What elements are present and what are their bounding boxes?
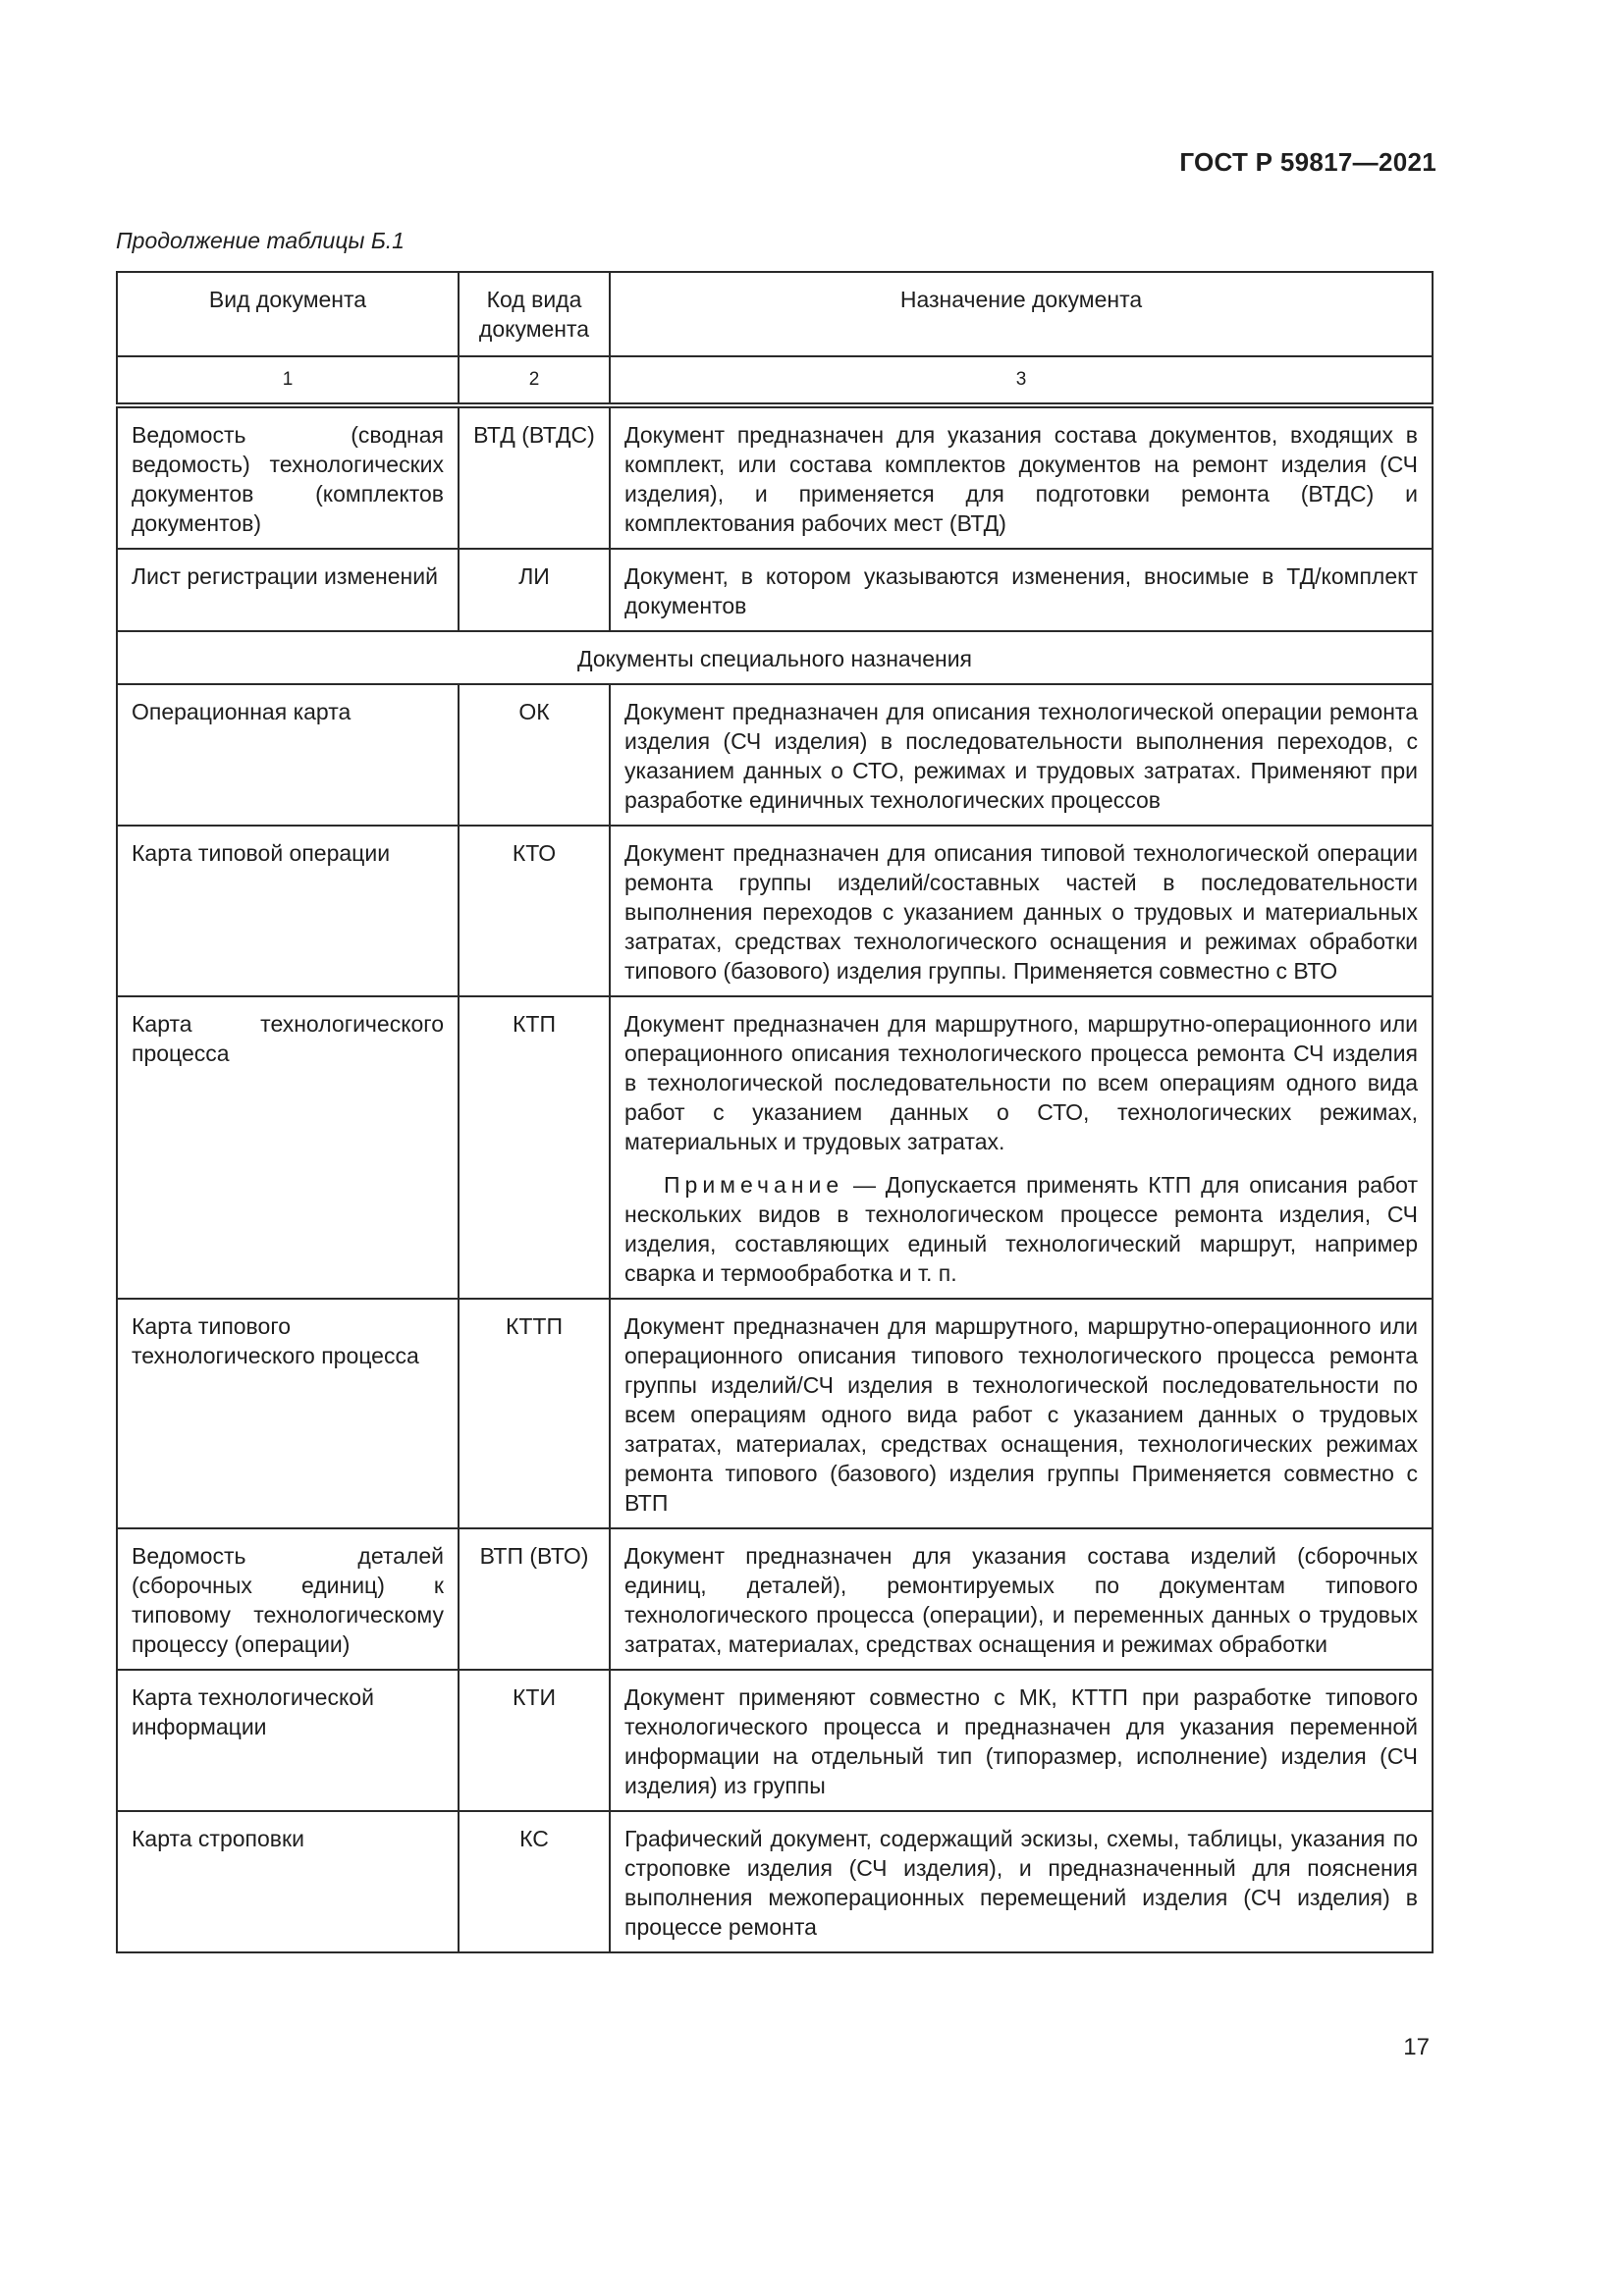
document-type-cell: Карта технологического процесса	[117, 996, 459, 1299]
document-purpose-cell: Документ, в котором указываются изменения, вносимые в ТД/комплект документов	[610, 549, 1433, 631]
section-row	[117, 631, 1433, 684]
document-types-table	[116, 271, 1434, 1953]
document-purpose-cell: Документ применяют совместно с МК, КТТП при разработке типового технологического процесса и предназначен для указания переменной информации на отдельный тип (типоразмер, исполнение) изделия (СЧ изделия) из группы	[610, 1670, 1433, 1811]
document-type-cell: Карта типового технологического процесса	[117, 1299, 459, 1528]
table-row	[117, 1528, 1433, 1670]
table-row	[117, 826, 1433, 996]
table-row	[117, 1811, 1433, 1952]
document-purpose-cell: Документ предназначен для маршрутного, маршрутно-операционного или операционного описания типового технологического процесса ремонта группы изделий/СЧ изделия в технологической последовательности по всем операциям одного вида работ с указанием данных о трудовых затратах, материалах, средствах оснащения, технологических режимах ремонта типового (базового) изделия группы Применяется совместно с ВТП	[610, 1299, 1433, 1528]
document-type-cell: Ведомость (сводная ведомость) технологических документов (комплектов документов)	[117, 405, 459, 549]
column-number: 3	[610, 356, 1433, 405]
table-row	[117, 1299, 1433, 1528]
document-code-cell: ВТД (ВТДС)	[459, 405, 610, 549]
note	[624, 1170, 1418, 1288]
document-type-cell: Карта строповки	[117, 1811, 459, 1952]
document-purpose-cell: Документ предназначен для описания технологической операции ремонта изделия (СЧ изделия) в последовательности выполнения переходов, с указанием данных о СТО, режимах и трудовых затратах. Применяют при разработке единичных технологических процессов	[610, 684, 1433, 826]
document-type-cell: Операционная карта	[117, 684, 459, 826]
table-row	[117, 1670, 1433, 1811]
column-number: 1	[117, 356, 459, 405]
document-code-cell: КТО	[459, 826, 610, 996]
table-continuation-caption: Продолжение таблицы Б.1	[116, 228, 405, 253]
document-type-cell: Карта технологической информации	[117, 1670, 459, 1811]
document-code-cell: КТИ	[459, 1670, 610, 1811]
document-purpose-cell	[610, 996, 1433, 1299]
note-text: — Допускается применять КТП для описания работ нескольких видов в технологическом процессе ремонта изделия, СЧ изделия, составляющих единый технологический маршрут, например сварка и термообработка и т. п.	[624, 1172, 1418, 1286]
document-code-cell: КТП	[459, 996, 610, 1299]
table-row	[117, 405, 1433, 549]
purpose-text: Документ предназначен для маршрутного, маршрутно-операционного или операционного описания технологического процесса ремонта СЧ изделия в технологической последовательности по всем операциям одного вида работ с указанием данных о СТО, технологических режимах, материальных и трудовых затратах.	[624, 1011, 1418, 1154]
document-purpose-cell: Графический документ, содержащий эскизы, схемы, таблицы, указания по строповке изделия (СЧ изделия), и предназначенный для пояснения выполнения межоперационных перемещений изделия (СЧ изделия) в процессе ремонта	[610, 1811, 1433, 1952]
column-header-code: Код вида документа	[459, 272, 610, 356]
table-row	[117, 684, 1433, 826]
table-row	[117, 549, 1433, 631]
document-purpose-cell: Документ предназначен для указания состава документов, входящих в комплект, или состава комплектов документов на ремонт изделия (СЧ изделия), и применяется для подготовки ремонта (ВТДС) и комплектования рабочих мест (ВТД)	[610, 405, 1433, 549]
document-code-cell: ВТП (ВТО)	[459, 1528, 610, 1670]
standard-designation: ГОСТ Р 59817—2021	[1179, 147, 1436, 177]
document-type-cell: Ведомость деталей (сборочных единиц) к типовому технологическому процессу (операции)	[117, 1528, 459, 1670]
document-code-cell: ОК	[459, 684, 610, 826]
document-type-cell: Лист регистрации изменений	[117, 549, 459, 631]
document-code-cell: КС	[459, 1811, 610, 1952]
document-code-cell: ЛИ	[459, 549, 610, 631]
column-number: 2	[459, 356, 610, 405]
note-label: Примечание	[664, 1172, 844, 1198]
column-header-type: Вид документа	[117, 272, 459, 356]
page-number: 17	[1403, 2034, 1430, 2060]
column-header-purpose: Назначение документа	[610, 272, 1433, 356]
section-heading: Документы специального назначения	[117, 631, 1433, 684]
document-code-cell: КТТП	[459, 1299, 610, 1528]
document-purpose-cell: Документ предназначен для описания типовой технологической операции ремонта группы изделий/составных частей в последовательности выполнения переходов с указанием данных о трудовых и материальных затратах, средствах технологического оснащения и режимах обработки типового (базового) изделия группы. Применяется совместно с ВТО	[610, 826, 1433, 996]
document-purpose-cell: Документ предназначен для указания состава изделий (сборочных единиц, деталей), ремонтируемых по документам типового технологического процесса (операции), и переменных данных о трудовых затратах, материалах, средствах оснащения и режимах обработки	[610, 1528, 1433, 1670]
document-type-cell: Карта типовой операции	[117, 826, 459, 996]
table-row	[117, 996, 1433, 1299]
